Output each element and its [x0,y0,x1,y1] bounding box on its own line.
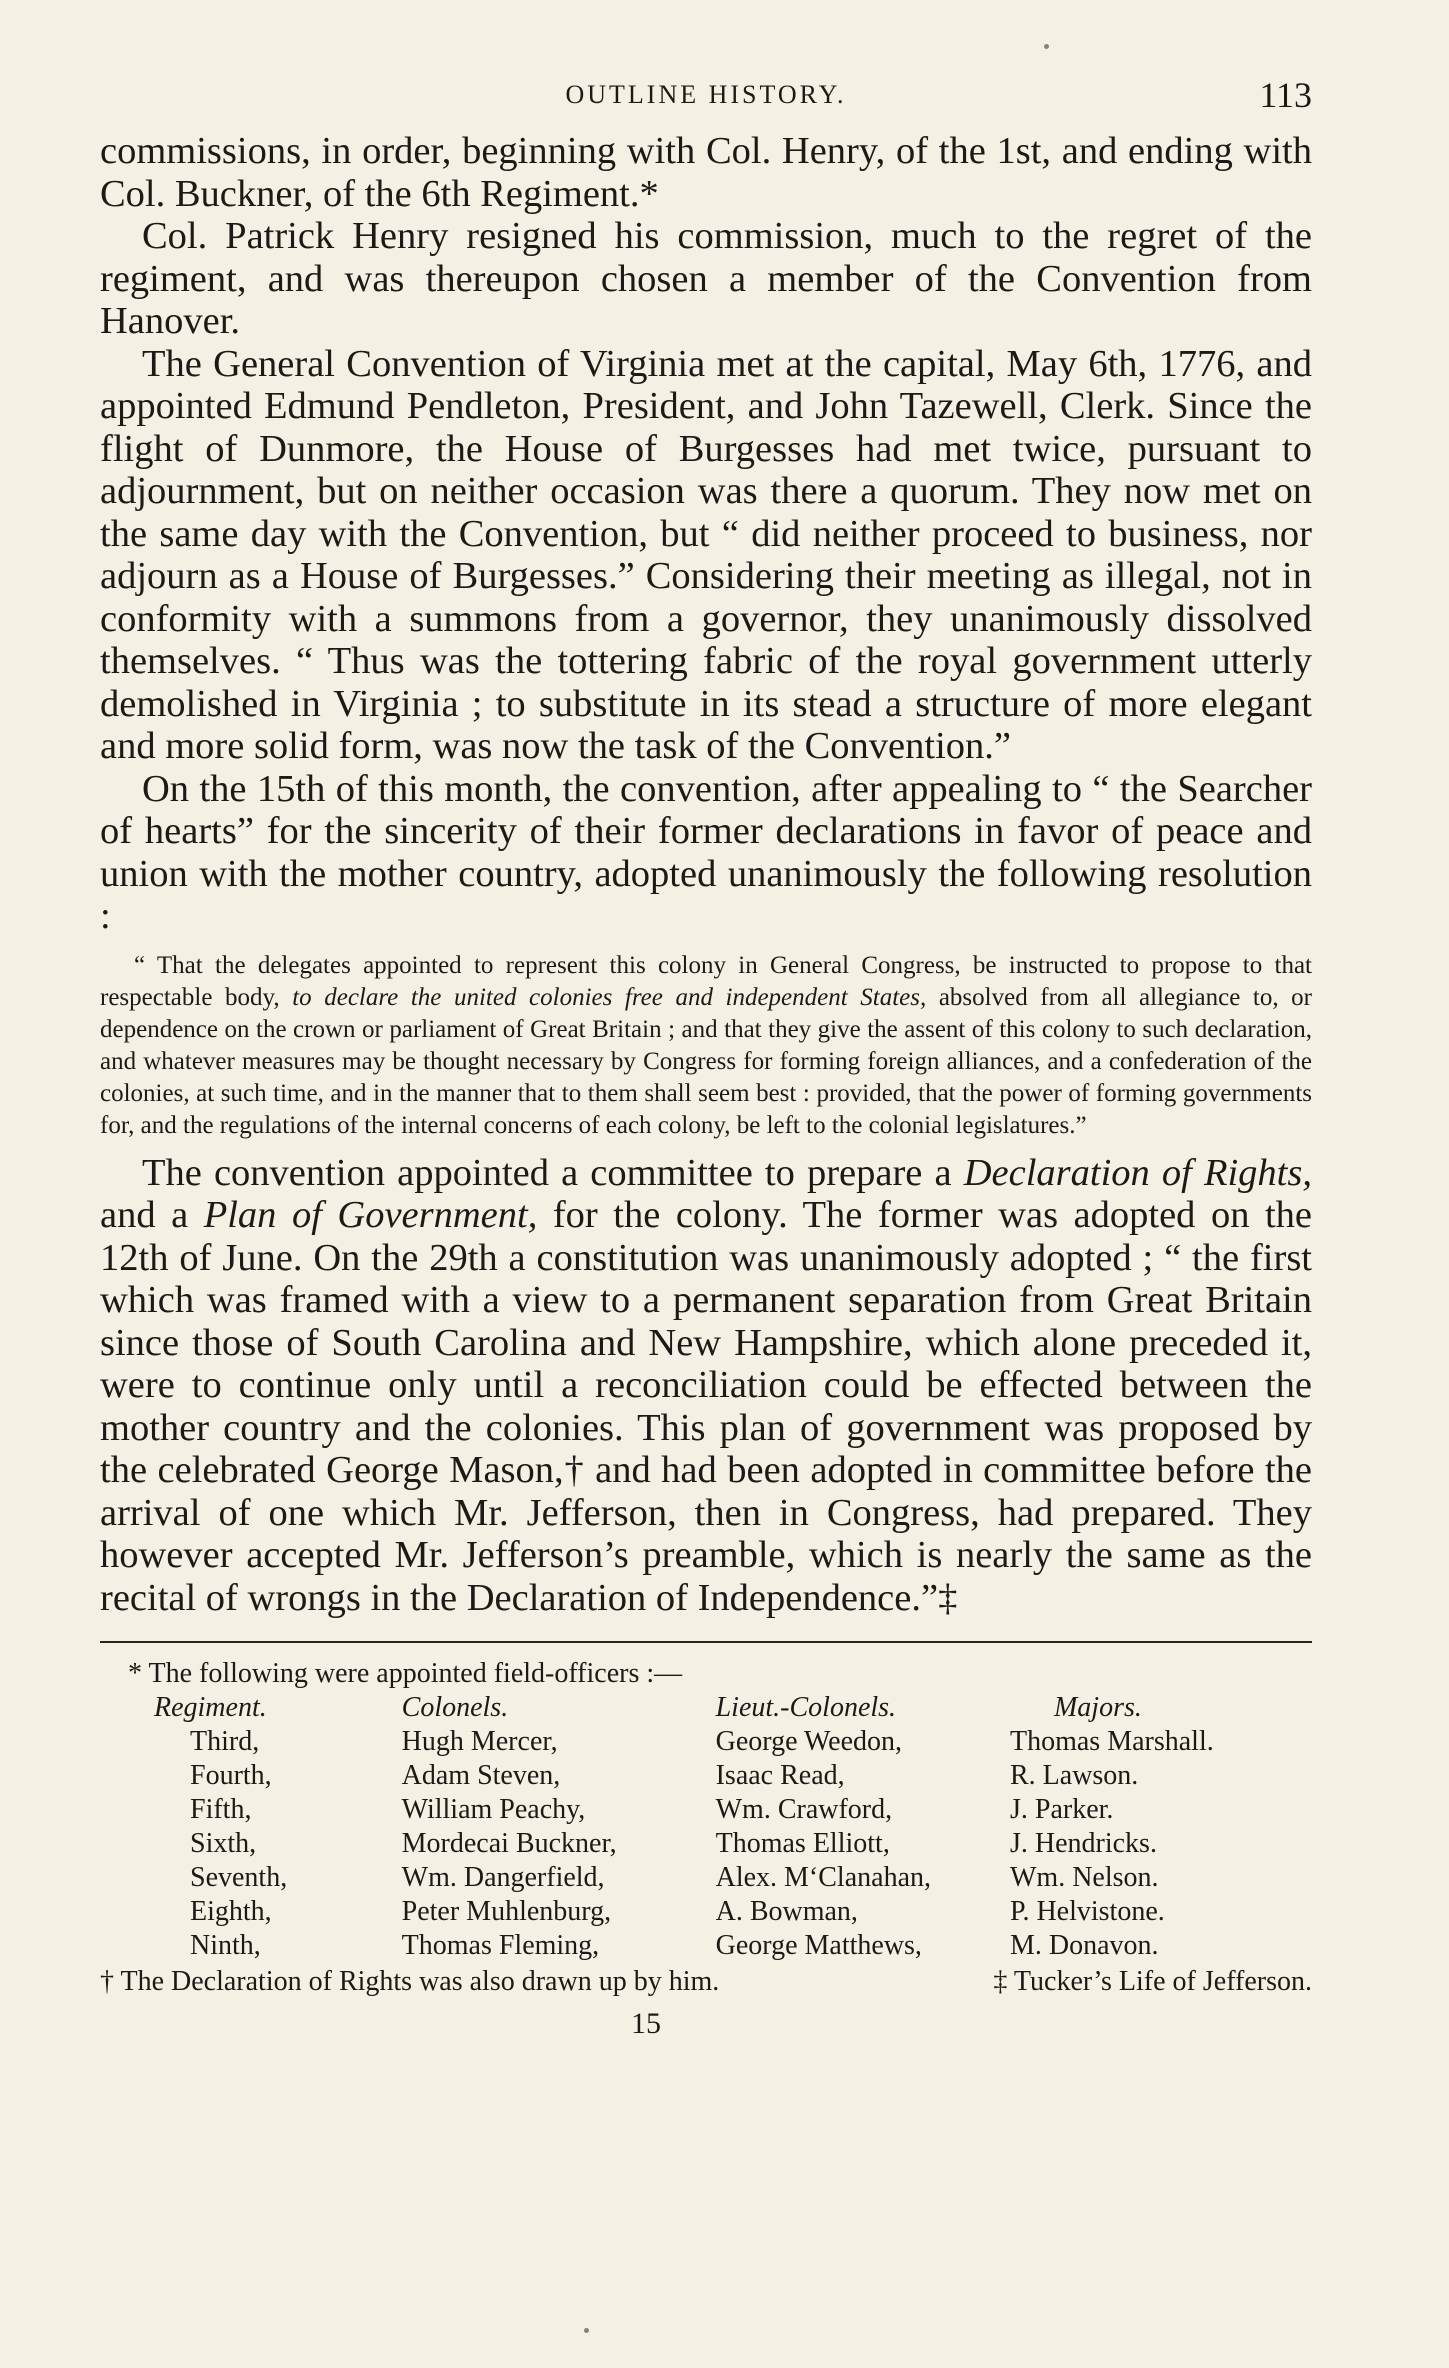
signature-mark: 15 [631,2007,661,2040]
table-cell: Thomas Marshall. [1009,1726,1214,1757]
footnote-double-dagger: ‡ Tucker’s Life of Jefferson. [993,1966,1312,1997]
italic-title: Plan of Government, [203,1194,538,1236]
footnote-line [100,1965,1312,1999]
table-cell: J. Hendricks. [1009,1828,1157,1859]
table-cell: George Matthews, [715,1930,922,1961]
book-page [100,70,1312,2041]
table-row [154,1895,1312,1929]
paper-speck [1044,44,1049,49]
table-cell: Wm. Crawford, [715,1794,893,1825]
column-header: Regiment. [154,1692,267,1723]
paragraph-text: The convention appointed a committee to prepare a [142,1151,964,1194]
table-cell: Fifth, [190,1794,252,1825]
table-cell: Hugh Mercer, [401,1726,558,1757]
footnote-dagger: † The Declaration of Rights was also drawn up by him. [100,1966,720,1997]
page-number: 113 [1259,75,1312,115]
table-row [154,1759,1312,1793]
table-cell: Peter Muhlenburg, [401,1896,612,1927]
table-cell: William Peachy, [401,1794,586,1825]
paragraph: Col. Patrick Henry resigned his commission, much to the regret of the regiment, and was thereupon chosen a member of the Convention from Hanover. [100,215,1312,342]
table-cell: Seventh, [190,1862,288,1893]
paragraph: The General Convention of Virginia met at the capital, May 6th, 1776, and appointed Edmund Pendleton, President, and John Tazewell, Clerk. Since the flight of Dunmore, the House of Burgesses had met twice, pursuant to adjournment, but on neither occasion was there a quorum. They now met on the same day with the Convention, but “ did neither proceed to business, nor adjourn as a House of Burgesses.” Considering their meeting as illegal, not in conformity with a summons from a governor, they unanimously dissolved themselves. “ Thus was the tottering fabric of the royal government utterly demolished in Virginia ; to substitute in its stead a structure of more elegant and more solid form, was now the task of the Convention.” [100,342,1312,767]
table-cell: R. Lawson. [1009,1760,1139,1791]
table-cell: George Weedon, [715,1726,903,1757]
footnote-star: * The following were appointed field-officers :— [128,1658,683,1689]
table-cell: Isaac Read, [715,1760,845,1791]
quote-text: absolved from all allegiance to, or dependence on the crown or parliament of Great Britain ; and that they give the assent of this colony to such declaration, and whatever measures may be thought necessary by Congress for forming foreign alliances, and a confederation of the colonies, at such time, and in the manner that to them shall seem best : provided, that the power of forming governments for, and the regulations of the internal concerns of each colony, be left to the colonial legislatures.” [100,983,1312,1139]
table-row [154,1861,1312,1895]
paper-speck [584,2328,589,2333]
column-header: Lieut.-Colonels. [715,1692,897,1723]
paragraph: commissions, in order, beginning with Col. Henry, of the 1st, and ending with Col. Buckner, of the 6th Regiment.* [100,130,1312,215]
table-cell: P. Helvistone. [1009,1896,1165,1927]
table-cell: Sixth, [190,1828,257,1859]
table-cell: Ninth, [190,1930,261,1961]
table-cell: Eighth, [190,1896,272,1927]
table-cell: Third, [190,1726,260,1757]
column-header: Majors. [1053,1692,1142,1723]
table-cell: A. Bowman, [715,1896,858,1927]
paragraph [100,1152,1312,1620]
italic-title: Declaration of Rights, [963,1151,1312,1194]
quote-italic-text: to declare the united colonies free and independent States, [292,983,927,1011]
field-officers-table [154,1691,1312,1963]
table-row [154,1827,1312,1861]
running-head: OUTLINE HISTORY. [565,80,847,109]
paragraph: On the 15th of this month, the convention, after appealing to “ the Searcher of hearts” for the sincerity of their former declarations in favor of peace and union with the mother country, adopted unanimously the following resolution : [100,767,1312,937]
footnotes [100,1657,1312,2041]
body-text [100,1152,1312,1620]
resolution-quote [100,950,1312,1142]
quote-text: “ That the delegates appointed to represent this colony in General Congress, be instructed to propose to that respectable body, [100,951,1312,1011]
table-cell: Wm. Nelson. [1009,1862,1159,1893]
table-cell: Alex. M‘Clanahan, [715,1862,931,1893]
paragraph-text: and a [100,1194,204,1236]
table-header-row [154,1691,1312,1725]
table-cell: Fourth, [190,1760,272,1791]
table-cell: Thomas Fleming, [401,1930,600,1961]
table-cell: Adam Steven, [401,1760,561,1791]
table-cell: Thomas Elliott, [715,1828,890,1859]
table-cell: J. Parker. [1009,1794,1114,1825]
table-row [154,1793,1312,1827]
table-cell: Wm. Dangerfield, [401,1862,605,1893]
table-cell: M. Donavon. [1009,1930,1159,1961]
table-cell: Mordecai Buckner, [401,1828,617,1859]
page-header [100,70,1312,130]
footnote-divider [100,1641,1312,1643]
table-row [154,1929,1312,1963]
paragraph-text: for the colony. The former was adopted on the 12th of June. On the 29th a constitution was unanimously adopted ; “ the first which was framed with a view to a permanent separation from Great Britain since those of South Carolina and New Hampshire, which alone preceded it, were to continue only until a reconciliation could be effected between the mother country and the colonies. This plan of government was proposed by the celebrated George Mason,† and had been adopted in committee before the arrival of one which Mr. Jefferson, then in Congress, had prepared. They however accepted Mr. Jefferson’s preamble, which is nearly the same as the recital of wrongs in the Declaration of Independence.”‡ [100,1194,1312,1619]
table-row [154,1725,1312,1759]
column-header: Colonels. [401,1692,509,1723]
body-text [100,130,1312,938]
